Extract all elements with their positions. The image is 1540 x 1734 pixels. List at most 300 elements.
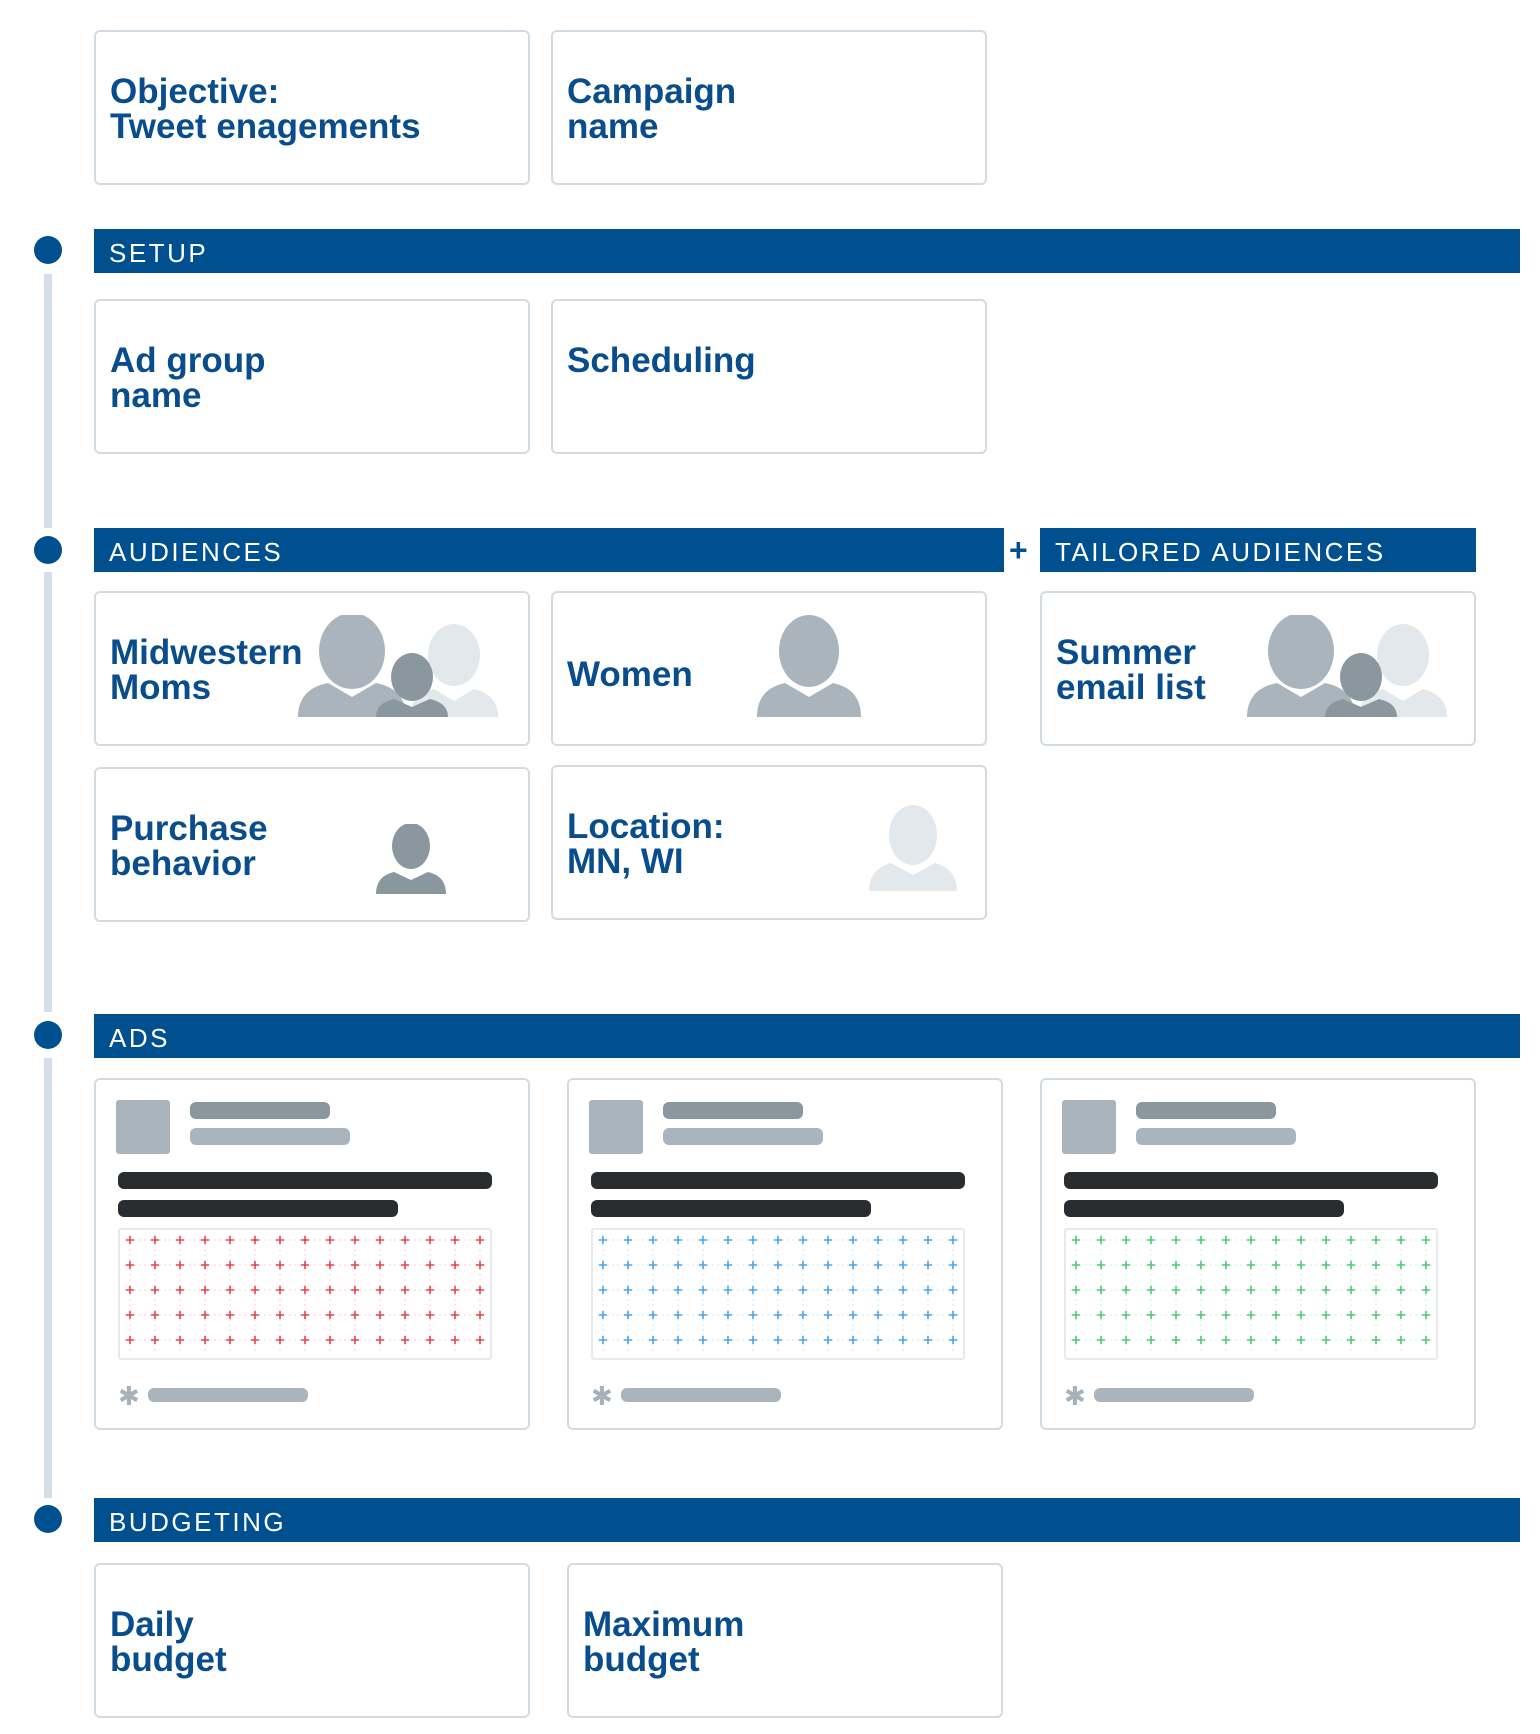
grid-plus-mark [649, 1311, 657, 1319]
audiences-section-header [94, 528, 1004, 572]
media-placeholder [591, 1228, 965, 1360]
grid-plus-mark [1397, 1286, 1405, 1294]
grid-plus-mark [1197, 1286, 1205, 1294]
grid-plus-mark [899, 1236, 907, 1244]
grid-plus-mark [1122, 1311, 1130, 1319]
ad-card[interactable] [567, 1078, 1003, 1430]
grid-plus-mark [849, 1311, 857, 1319]
tweet-text-line [1064, 1172, 1438, 1189]
grid-plus-mark [126, 1261, 134, 1269]
timeline-segment [44, 1058, 52, 1498]
grid-plus-mark [724, 1286, 732, 1294]
grid-plus-mark [1122, 1336, 1130, 1344]
grid-plus-mark [301, 1261, 309, 1269]
grid-plus-mark [276, 1311, 284, 1319]
grid-plus-mark [1247, 1261, 1255, 1269]
grid-plus-mark [1172, 1236, 1180, 1244]
person-icon [757, 615, 861, 717]
grid-plus-mark [1197, 1236, 1205, 1244]
grid-plus-mark [774, 1286, 782, 1294]
handle-placeholder [663, 1128, 823, 1145]
grid-plus-mark [924, 1236, 932, 1244]
grid-plus-mark [749, 1261, 757, 1269]
grid-plus-mark [451, 1336, 459, 1344]
grid-plus-mark [401, 1336, 409, 1344]
grid-plus-mark [351, 1236, 359, 1244]
scheduling-card[interactable] [551, 299, 987, 454]
grid-plus-mark [251, 1261, 259, 1269]
avatar [589, 1100, 643, 1154]
budgeting-section-label: BUDGETING [109, 1507, 287, 1537]
grid-plus-mark [176, 1311, 184, 1319]
daily-budget-label: Daily budget [110, 1605, 227, 1679]
grid-plus-mark [301, 1236, 309, 1244]
grid-plus-mark [1222, 1336, 1230, 1344]
grid-plus-mark [924, 1311, 932, 1319]
grid-plus-mark [899, 1261, 907, 1269]
grid-plus-mark [824, 1336, 832, 1344]
grid-plus-mark [1097, 1286, 1105, 1294]
grid-plus-mark [326, 1261, 334, 1269]
objective-card[interactable] [94, 30, 530, 185]
grid-plus-mark [824, 1311, 832, 1319]
grid-plus-mark [749, 1336, 757, 1344]
grid-plus-mark [724, 1336, 732, 1344]
media-placeholder [118, 1228, 492, 1360]
grid-plus-mark [624, 1286, 632, 1294]
promoted-label-placeholder [148, 1388, 308, 1402]
grid-plus-mark [326, 1336, 334, 1344]
grid-plus-mark [476, 1286, 484, 1294]
grid-plus-mark [1097, 1336, 1105, 1344]
grid-plus-mark [849, 1286, 857, 1294]
grid-plus-mark [1322, 1311, 1330, 1319]
grid-plus-mark [226, 1236, 234, 1244]
grid-plus-mark [599, 1311, 607, 1319]
grid-plus-mark [1272, 1311, 1280, 1319]
grid-plus-mark [824, 1261, 832, 1269]
grid-plus-mark [674, 1236, 682, 1244]
grid-plus-mark [1297, 1336, 1305, 1344]
people-group-icon [298, 615, 498, 717]
grid-plus-mark [899, 1286, 907, 1294]
grid-plus-mark [1347, 1336, 1355, 1344]
grid-plus-mark [401, 1236, 409, 1244]
avatar [116, 1100, 170, 1154]
grid-plus-mark [674, 1286, 682, 1294]
grid-plus-mark [476, 1336, 484, 1344]
grid-plus-mark [799, 1236, 807, 1244]
grid-plus-mark [1297, 1261, 1305, 1269]
audience-card-midwestern-moms[interactable] [94, 591, 530, 746]
grid-plus-mark [376, 1261, 384, 1269]
grid-plus-mark [201, 1311, 209, 1319]
grid-plus-mark [874, 1311, 882, 1319]
grid-plus-mark [1347, 1261, 1355, 1269]
grid-plus-mark [949, 1336, 957, 1344]
grid-plus-mark [799, 1311, 807, 1319]
grid-plus-mark [624, 1236, 632, 1244]
grid-plus-mark [1172, 1311, 1180, 1319]
grid-plus-mark [1347, 1311, 1355, 1319]
grid-plus-mark [674, 1261, 682, 1269]
grid-plus-mark [1422, 1236, 1430, 1244]
promoted-label-placeholder [621, 1388, 781, 1402]
grid-plus-mark [151, 1261, 159, 1269]
grid-plus-mark [376, 1236, 384, 1244]
grid-plus-mark [874, 1286, 882, 1294]
grid-plus-mark [1322, 1336, 1330, 1344]
grid-plus-mark [151, 1286, 159, 1294]
audience-card-location[interactable] [551, 765, 987, 920]
grid-plus-mark [1272, 1286, 1280, 1294]
grid-plus-mark [824, 1236, 832, 1244]
grid-plus-mark [699, 1286, 707, 1294]
grid-plus-mark [849, 1236, 857, 1244]
grid-plus-mark [176, 1236, 184, 1244]
grid-plus-mark [426, 1261, 434, 1269]
grid-plus-mark [451, 1311, 459, 1319]
grid-plus-mark [1222, 1311, 1230, 1319]
media-grid-pattern [593, 1230, 963, 1358]
grid-plus-mark [624, 1336, 632, 1344]
grid-plus-mark [226, 1261, 234, 1269]
audience-card-women[interactable] [551, 591, 987, 746]
grid-plus-mark [301, 1286, 309, 1294]
tweet-text-line [118, 1200, 398, 1217]
timeline-dot-ads [34, 1021, 62, 1049]
grid-plus-mark [624, 1261, 632, 1269]
grid-plus-mark [1097, 1236, 1105, 1244]
grid-plus-mark [949, 1286, 957, 1294]
grid-plus-mark [1147, 1236, 1155, 1244]
grid-plus-mark [401, 1286, 409, 1294]
grid-plus-mark [176, 1286, 184, 1294]
grid-plus-mark [1247, 1286, 1255, 1294]
ads-section-label: ADS [109, 1023, 170, 1053]
grid-plus-mark [351, 1261, 359, 1269]
grid-plus-mark [1347, 1236, 1355, 1244]
media-grid-pattern [120, 1230, 490, 1358]
campaign-name-label: Campaign name [567, 72, 737, 146]
audience-label: Summer email list [1056, 633, 1206, 707]
grid-plus-mark [176, 1261, 184, 1269]
grid-plus-mark [899, 1336, 907, 1344]
grid-plus-mark [451, 1261, 459, 1269]
grid-plus-mark [1222, 1286, 1230, 1294]
grid-plus-mark [201, 1286, 209, 1294]
grid-plus-mark [1422, 1261, 1430, 1269]
grid-plus-mark [326, 1311, 334, 1319]
grid-plus-mark [774, 1311, 782, 1319]
setup-section-header [94, 229, 1520, 273]
grid-plus-mark [1422, 1311, 1430, 1319]
grid-plus-mark [1372, 1311, 1380, 1319]
grid-plus-mark [1222, 1236, 1230, 1244]
person-icon [869, 805, 957, 891]
grid-plus-mark [724, 1236, 732, 1244]
grid-plus-mark [201, 1336, 209, 1344]
grid-plus-mark [599, 1286, 607, 1294]
grid-plus-mark [276, 1261, 284, 1269]
people-group-icon [1247, 615, 1447, 717]
scheduling-label: Scheduling [567, 341, 756, 380]
grid-plus-mark [1372, 1236, 1380, 1244]
tailored-audiences-section-label: TAILORED AUDIENCES [1055, 537, 1386, 567]
grid-plus-mark [226, 1336, 234, 1344]
audience-card-summer-email-list[interactable] [1040, 591, 1476, 746]
grid-plus-mark [724, 1311, 732, 1319]
daily-budget-card[interactable] [94, 1563, 530, 1718]
grid-plus-mark [1397, 1336, 1405, 1344]
grid-plus-mark [1422, 1286, 1430, 1294]
avatar [1062, 1100, 1116, 1154]
grid-plus-mark [724, 1261, 732, 1269]
grid-plus-mark [674, 1311, 682, 1319]
grid-plus-mark [151, 1311, 159, 1319]
tweet-text-line [591, 1200, 871, 1217]
budgeting-section-header [94, 1498, 1520, 1542]
grid-plus-mark [426, 1286, 434, 1294]
grid-plus-mark [251, 1286, 259, 1294]
grid-plus-mark [1247, 1236, 1255, 1244]
grid-plus-mark [1397, 1261, 1405, 1269]
grid-plus-mark [1222, 1261, 1230, 1269]
grid-plus-mark [351, 1311, 359, 1319]
grid-plus-mark [201, 1236, 209, 1244]
grid-plus-mark [176, 1336, 184, 1344]
grid-plus-mark [1297, 1286, 1305, 1294]
audience-label: Women [567, 655, 693, 694]
grid-plus-mark [849, 1261, 857, 1269]
grid-plus-mark [126, 1236, 134, 1244]
grid-plus-mark [1122, 1286, 1130, 1294]
grid-plus-mark [1122, 1236, 1130, 1244]
handle-placeholder [190, 1128, 350, 1145]
handle-placeholder [1136, 1128, 1296, 1145]
grid-plus-mark [1097, 1311, 1105, 1319]
grid-plus-mark [451, 1286, 459, 1294]
tweet-text-line [591, 1172, 965, 1189]
grid-plus-mark [476, 1261, 484, 1269]
ad-group-name-card[interactable] [94, 299, 530, 454]
grid-plus-mark [1197, 1336, 1205, 1344]
grid-plus-mark [699, 1261, 707, 1269]
grid-plus-mark [376, 1311, 384, 1319]
grid-plus-mark [351, 1286, 359, 1294]
grid-plus-mark [251, 1336, 259, 1344]
grid-plus-mark [426, 1311, 434, 1319]
grid-plus-mark [1172, 1261, 1180, 1269]
asterisk-icon: ✱ [118, 1381, 140, 1411]
asterisk-icon: ✱ [591, 1381, 613, 1411]
grid-plus-mark [874, 1236, 882, 1244]
grid-plus-mark [649, 1261, 657, 1269]
tailored-audiences-section-header [1040, 528, 1476, 572]
grid-plus-mark [949, 1311, 957, 1319]
grid-plus-mark [1072, 1236, 1080, 1244]
setup-section-label: SETUP [109, 238, 209, 268]
grid-plus-mark [151, 1336, 159, 1344]
grid-plus-mark [949, 1261, 957, 1269]
grid-plus-mark [1297, 1236, 1305, 1244]
grid-plus-mark [301, 1336, 309, 1344]
audience-label: Purchase behavior [110, 809, 268, 883]
grid-plus-mark [251, 1311, 259, 1319]
ad-group-name-label: Ad group name [110, 341, 266, 415]
grid-plus-mark [799, 1286, 807, 1294]
grid-plus-mark [1072, 1336, 1080, 1344]
grid-plus-mark [326, 1286, 334, 1294]
grid-plus-mark [924, 1261, 932, 1269]
grid-plus-mark [1197, 1311, 1205, 1319]
grid-plus-mark [599, 1236, 607, 1244]
grid-plus-mark [1347, 1286, 1355, 1294]
media-grid-pattern [1066, 1230, 1436, 1358]
audience-label: Location: MN, WI [567, 807, 725, 881]
grid-plus-mark [949, 1236, 957, 1244]
grid-plus-mark [599, 1261, 607, 1269]
grid-plus-mark [1272, 1336, 1280, 1344]
grid-plus-mark [649, 1236, 657, 1244]
grid-plus-mark [1322, 1236, 1330, 1244]
grid-plus-mark [749, 1286, 757, 1294]
grid-plus-mark [774, 1261, 782, 1269]
grid-plus-mark [1147, 1286, 1155, 1294]
grid-plus-mark [126, 1336, 134, 1344]
grid-plus-mark [924, 1286, 932, 1294]
grid-plus-mark [1072, 1286, 1080, 1294]
grid-plus-mark [1197, 1261, 1205, 1269]
account-name-placeholder [663, 1102, 803, 1119]
plus-icon: + [1009, 532, 1028, 568]
promoted-label-placeholder [1094, 1388, 1254, 1402]
grid-plus-mark [476, 1311, 484, 1319]
campaign-name-card[interactable] [551, 30, 987, 185]
maximum-budget-label: Maximum budget [583, 1605, 745, 1679]
grid-plus-mark [774, 1336, 782, 1344]
grid-plus-mark [1172, 1336, 1180, 1344]
grid-plus-mark [301, 1311, 309, 1319]
grid-plus-mark [874, 1261, 882, 1269]
grid-plus-mark [874, 1336, 882, 1344]
grid-plus-mark [824, 1286, 832, 1294]
grid-plus-mark [276, 1236, 284, 1244]
grid-plus-mark [1397, 1311, 1405, 1319]
grid-plus-mark [126, 1286, 134, 1294]
grid-plus-mark [226, 1286, 234, 1294]
grid-plus-mark [899, 1311, 907, 1319]
grid-plus-mark [1422, 1336, 1430, 1344]
ads-section-header [94, 1014, 1520, 1058]
grid-plus-mark [699, 1336, 707, 1344]
grid-plus-mark [799, 1261, 807, 1269]
grid-plus-mark [226, 1311, 234, 1319]
grid-plus-mark [276, 1336, 284, 1344]
grid-plus-mark [1172, 1286, 1180, 1294]
grid-plus-mark [1072, 1261, 1080, 1269]
grid-plus-mark [649, 1336, 657, 1344]
timeline-segment [44, 572, 52, 1012]
grid-plus-mark [1322, 1261, 1330, 1269]
grid-plus-mark [1247, 1336, 1255, 1344]
grid-plus-mark [1272, 1261, 1280, 1269]
grid-plus-mark [624, 1311, 632, 1319]
grid-plus-mark [1147, 1261, 1155, 1269]
grid-plus-mark [849, 1336, 857, 1344]
account-name-placeholder [190, 1102, 330, 1119]
media-placeholder [1064, 1228, 1438, 1360]
grid-plus-mark [201, 1261, 209, 1269]
audience-label: Midwestern Moms [110, 633, 303, 707]
grid-plus-mark [326, 1236, 334, 1244]
maximum-budget-card[interactable] [567, 1563, 1003, 1718]
grid-plus-mark [699, 1236, 707, 1244]
grid-plus-mark [1147, 1336, 1155, 1344]
grid-plus-mark [1097, 1261, 1105, 1269]
grid-plus-mark [649, 1286, 657, 1294]
tweet-text-line [118, 1172, 492, 1189]
grid-plus-mark [251, 1236, 259, 1244]
grid-plus-mark [426, 1336, 434, 1344]
grid-plus-mark [674, 1336, 682, 1344]
grid-plus-mark [376, 1336, 384, 1344]
objective-label: Objective: Tweet enagements [110, 72, 421, 146]
asterisk-icon: ✱ [1064, 1381, 1086, 1411]
timeline-dot-setup [34, 236, 62, 264]
audiences-section-label: AUDIENCES [109, 537, 284, 567]
grid-plus-mark [1322, 1286, 1330, 1294]
grid-plus-mark [1297, 1311, 1305, 1319]
tweet-text-line [1064, 1200, 1344, 1217]
grid-plus-mark [1072, 1311, 1080, 1319]
grid-plus-mark [1372, 1286, 1380, 1294]
grid-plus-mark [749, 1236, 757, 1244]
grid-plus-mark [151, 1236, 159, 1244]
grid-plus-mark [351, 1336, 359, 1344]
person-icon [376, 824, 446, 894]
grid-plus-mark [276, 1286, 284, 1294]
grid-plus-mark [1247, 1311, 1255, 1319]
grid-plus-mark [401, 1261, 409, 1269]
grid-plus-mark [749, 1311, 757, 1319]
timeline-segment [44, 274, 52, 528]
timeline-dot-budgeting [34, 1505, 62, 1533]
grid-plus-mark [376, 1286, 384, 1294]
timeline-dot-audiences [34, 536, 62, 564]
grid-plus-mark [126, 1311, 134, 1319]
account-name-placeholder [1136, 1102, 1276, 1119]
grid-plus-mark [1122, 1261, 1130, 1269]
grid-plus-mark [451, 1236, 459, 1244]
grid-plus-mark [1147, 1311, 1155, 1319]
grid-plus-mark [1372, 1336, 1380, 1344]
grid-plus-mark [401, 1311, 409, 1319]
grid-plus-mark [599, 1336, 607, 1344]
grid-plus-mark [699, 1311, 707, 1319]
grid-plus-mark [1372, 1261, 1380, 1269]
ad-card[interactable] [1040, 1078, 1476, 1430]
grid-plus-mark [476, 1236, 484, 1244]
grid-plus-mark [1272, 1236, 1280, 1244]
grid-plus-mark [924, 1336, 932, 1344]
audience-card-purchase-behavior[interactable] [94, 767, 530, 922]
ad-card[interactable] [94, 1078, 530, 1430]
grid-plus-mark [426, 1236, 434, 1244]
grid-plus-mark [799, 1336, 807, 1344]
grid-plus-mark [1397, 1236, 1405, 1244]
grid-plus-mark [774, 1236, 782, 1244]
